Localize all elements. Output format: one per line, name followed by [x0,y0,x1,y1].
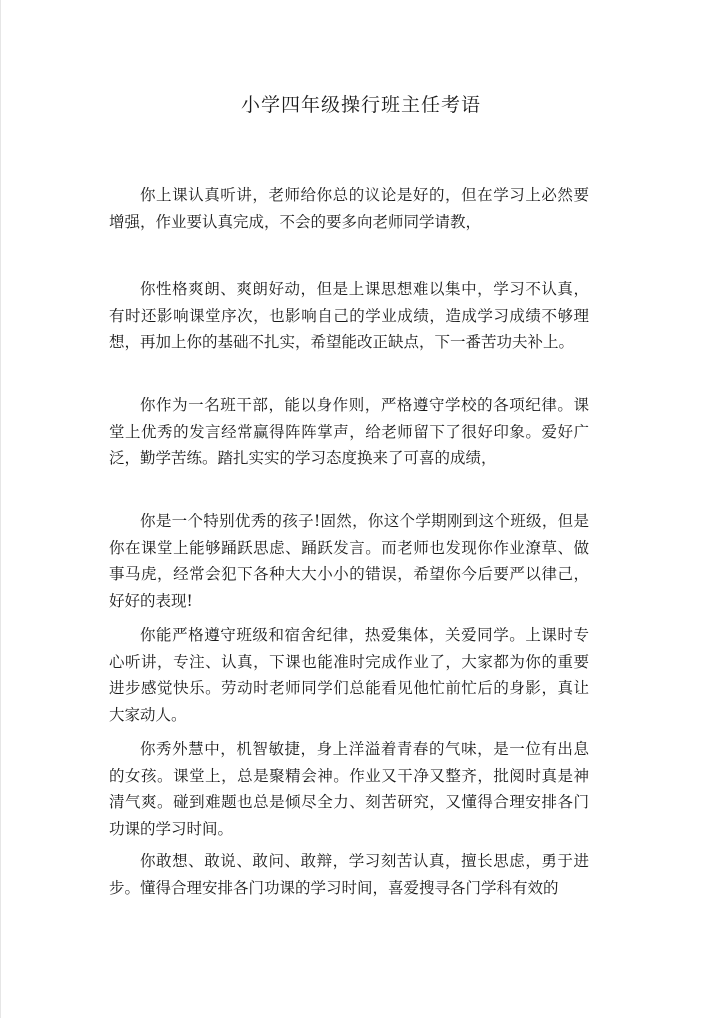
paragraph: 你性格爽朗、爽朗好动，但是上课思想难以集中，学习不认真，有时还影响课堂序次，也影响自己的学业成绩，造成学习成绩不够理想，再加上你的基础不扎实，希望能改正缺点，下一番苦功夫补上。 [109,280,589,351]
paragraph: 你敢想、敢说、敢问、敢辩，学习刻苦认真，擅长思虑，勇于进步。懂得合理安排各门功课的学习时间，喜爱搜寻各门学科有效的 [109,852,589,897]
paragraph: 你是一个特别优秀的孩子!固然，你这个学期刚到这个班级，但是你在课堂上能够踊跃思虑、踊跃发言。而老师也发现你作业潦草、做事马虎，经常会犯下各种大大小小的错误，希望你今后要严以律己，好好的表现! [109,512,589,610]
paragraph: 你作为一名班干部，能以身作则，严格遵守学校的各项纪律。课堂上优秀的发言经常赢得阵阵掌声，给老师留下了很好印象。爱好广泛，勤学苦练。踏扎实实的学习态度换来了可喜的成绩， [109,396,589,467]
paragraph: 你上课认真听讲，老师给你总的议论是好的，但在学习上必然要增强，作业要认真完成，不会的要多向老师同学请教， [109,186,589,231]
paragraph: 你能严格遵守班级和宿舍纪律，热爱集体，关爱同学。上课时专心听讲，专注、认真，下课也能准时完成作业了，大家都为你的重要进步感觉快乐。劳动时老师同学们总能看见他忙前忙后的身影，真让大家动人。 [109,626,589,724]
paragraph: 你秀外慧中，机智敏捷，身上洋溢着青春的气味，是一位有出息的女孩。课堂上，总是聚精会神。作业又干净又整齐，批阅时真是神清气爽。碰到难题也总是倾尽全力、刻苦研究，又懂得合理安排各门功课的学习时间。 [109,740,589,838]
document-title: 小学四年级操行班主任考语 [240,94,481,116]
